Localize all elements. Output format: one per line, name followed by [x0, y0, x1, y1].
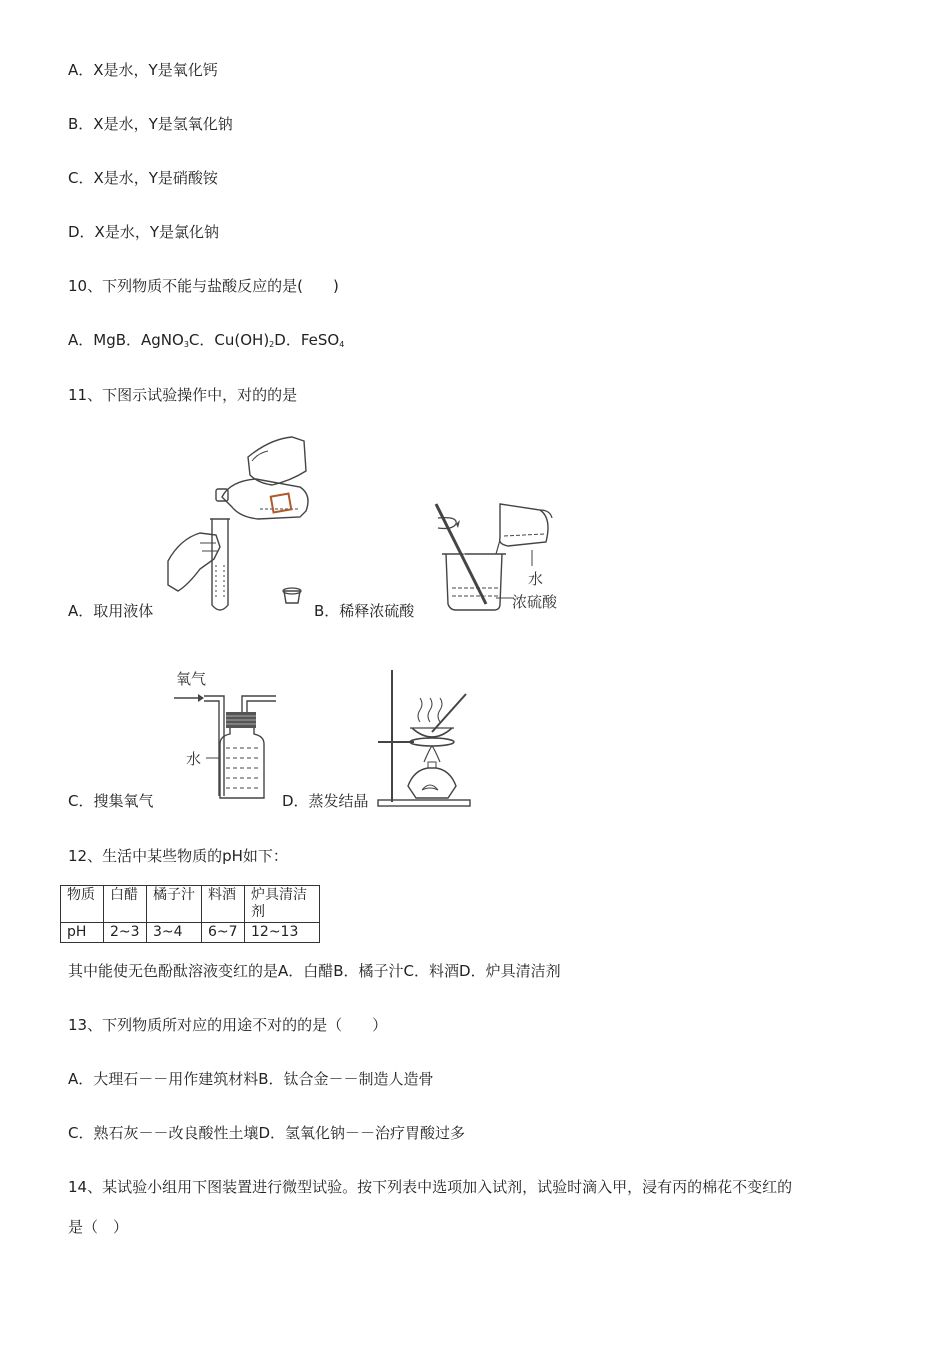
figure-dilute-acid	[428, 498, 578, 618]
q9-option-c: C．X是水，Y是硝酸铵	[68, 169, 218, 187]
q14-stem: 14、某试验小组用下图装置进行微型试验。按下列表中选项加入试剂，试验时滴入甲，浸有丙的棉花不变红的	[68, 1178, 793, 1196]
table-cell-ph: 3~4	[147, 923, 202, 943]
q11-option-c: C．搜集氧气	[68, 792, 154, 810]
table-row-label: pH	[61, 923, 104, 943]
ph-table	[60, 885, 320, 943]
table-col-cooking-wine: 料酒	[202, 886, 245, 923]
fig-b-acid-label: 浓硫酸	[512, 593, 558, 611]
q10-option-c: C．Cu(OH)	[188, 331, 270, 349]
fig-b-water-label: 水	[528, 570, 544, 588]
q9-option-a: A．X是水，Y是氧化钙	[68, 61, 218, 79]
q10-sub-2: 2	[269, 340, 275, 349]
q10-stem: 10、下列物质不能与盐酸反应的是( )	[68, 277, 339, 295]
q9-option-d: D．X是水，Y是氯化钠	[68, 223, 219, 241]
q11-stem: 11、下图示试验操作中，对的的是	[68, 386, 298, 404]
q10-sub-3: 3	[183, 340, 189, 349]
q10-options	[68, 330, 344, 355]
table-col-stove-cleaner: 炉具清洁剂	[245, 886, 320, 923]
table-cell-ph: 6~7	[202, 923, 245, 943]
q10-sub-4: 4	[339, 340, 345, 349]
fig-c-water-label: 水	[186, 750, 202, 768]
table-col-vinegar: 白醋	[104, 886, 147, 923]
q11-option-b: B．稀释浓硫酸	[314, 602, 415, 620]
q13-options-ab: A．大理石－－用作建筑材料B．钛合金－－制造人造骨	[68, 1070, 434, 1088]
table-col-orange-juice: 橘子汁	[147, 886, 202, 923]
table-row	[61, 923, 320, 943]
q13-stem: 13、下列物质所对应的用途不对的的是（ ）	[68, 1016, 388, 1034]
figure-collect-oxygen	[172, 664, 282, 804]
table-cell-ph: 2~3	[104, 923, 147, 943]
q11-option-a: A．取用液体	[68, 602, 154, 620]
q14-stem-cont: 是（ ）	[68, 1218, 129, 1236]
q9-option-b: B．X是水，Y是氢氧化钠	[68, 115, 233, 133]
figure-evaporation	[374, 666, 474, 808]
figure-pour-liquid	[160, 435, 320, 620]
table-cell-ph: 12~13	[245, 923, 320, 943]
fig-c-oxygen-label: 氧气	[176, 670, 207, 688]
q11-option-d: D．蒸发结晶	[282, 792, 369, 810]
q12-question: 其中能使无色酚酞溶液变红的是A．白醋B．橘子汁C．料酒D．炉具清洁剂	[68, 962, 561, 980]
q12-stem: 12、生活中某些物质的pH如下：	[68, 847, 288, 865]
table-header-label: 物质	[61, 886, 104, 923]
q10-option-d: D．FeSO	[274, 331, 340, 349]
q10-option-ab: A．MgB．AgNO	[68, 331, 184, 349]
q13-options-cd: C．熟石灰－－改良酸性土壤D．氢氧化钠－－治疗胃酸过多	[68, 1124, 466, 1142]
table-row	[61, 886, 320, 923]
